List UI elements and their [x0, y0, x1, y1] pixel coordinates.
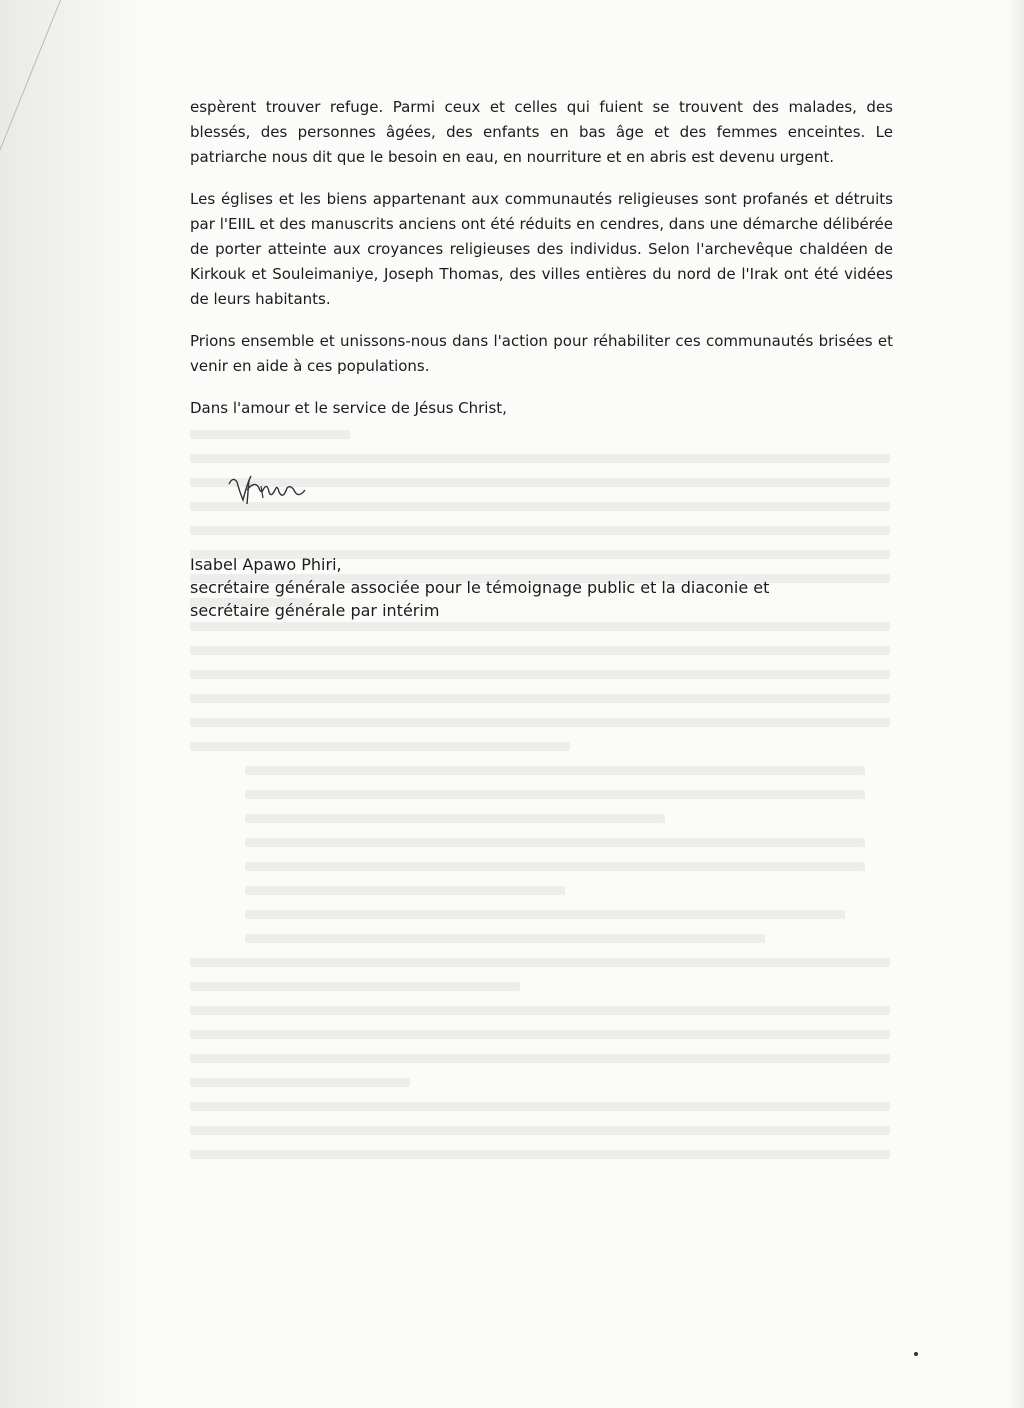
signatory-name: Isabel Apawo Phiri,	[190, 555, 342, 574]
closing-line: Dans l'amour et le service de Jésus Christ,	[190, 399, 507, 417]
signatory-block	[190, 553, 840, 622]
page-right-edge-shadow	[1006, 0, 1024, 1408]
paragraph-refugees: espèrent trouver refuge. Parmi ceux et celles qui fuient se trouvent des malades, des blessés, des personnes âgées, des enfants en bas âge et des femmes enceintes. Le patriarche nous dit que le besoin en eau, en nourriture et en abris est devenu urgent.	[190, 98, 893, 166]
signatory-title-line-1: secrétaire générale associée pour le témoignage public et la diaconie et	[190, 578, 770, 597]
paragraph-churches: Les églises et les biens appartenant aux communautés religieuses sont profanés et détruits par l'EIIL et des manuscrits anciens ont été réduits en cendres, dans une démarche délibérée de porter atteinte aux croyances religieuses des individus. Selon l'archevêque chaldéen de Kirkouk et Souleimaniye, Joseph Thomas, des villes entières du nord de l'Irak ont été vidées de leurs habitants.	[190, 190, 893, 308]
bleed-through-text	[190, 430, 890, 1174]
signatory-title-line-2: secrétaire générale par intérim	[190, 601, 440, 620]
scan-speck	[914, 1352, 918, 1356]
page-left-edge-shadow	[0, 0, 150, 1408]
handwritten-signature	[225, 470, 315, 510]
letter-body	[190, 95, 893, 438]
paragraph-prayer: Prions ensemble et unissons-nous dans l'action pour réhabiliter ces communautés brisées et venir en aide à ces populations.	[190, 332, 893, 375]
